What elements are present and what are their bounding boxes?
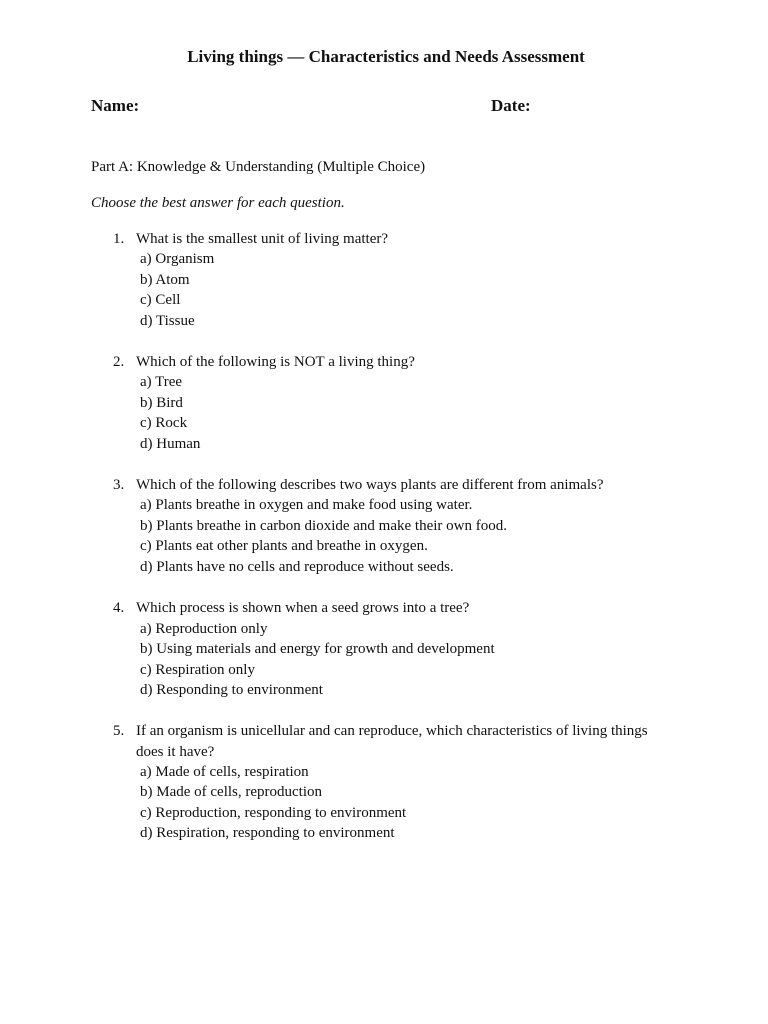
answer-option[interactable]: a) Organism: [140, 251, 215, 267]
question-number: 1.: [113, 231, 125, 247]
answer-option[interactable]: c) Plants eat other plants and breathe in oxygen.: [140, 538, 428, 554]
answer-option[interactable]: a) Tree: [140, 374, 183, 390]
answer-option[interactable]: b) Plants breathe in carbon dioxide and make their own food.: [140, 518, 507, 534]
answer-option[interactable]: a) Made of cells, respiration: [140, 764, 309, 780]
answer-option[interactable]: c) Rock: [140, 415, 188, 431]
question-text: Which process is shown when a seed grows into a tree?: [136, 600, 470, 616]
answer-option[interactable]: c) Respiration only: [140, 662, 255, 678]
question-text: If an organism is unicellular and can reproduce, which characteristics of living things does it have?: [136, 723, 648, 760]
question-number: 5.: [113, 723, 125, 739]
question-number: 2.: [113, 354, 125, 370]
question-number: 3.: [113, 477, 125, 493]
answer-option[interactable]: b) Using materials and energy for growth and development: [140, 641, 495, 657]
name-label: Name:: [91, 96, 140, 115]
answer-option[interactable]: b) Made of cells, reproduction: [140, 784, 323, 800]
answer-option[interactable]: a) Reproduction only: [140, 621, 268, 637]
question-number: 4.: [113, 600, 125, 616]
answer-option[interactable]: d) Human: [140, 436, 201, 452]
part-a-instructions: Choose the best answer for each question.: [91, 195, 345, 211]
date-label: Date:: [491, 96, 531, 115]
answer-option[interactable]: d) Responding to environment: [140, 682, 323, 698]
answer-option[interactable]: c) Reproduction, responding to environment: [140, 805, 407, 821]
answer-option[interactable]: d) Respiration, responding to environment: [140, 825, 395, 841]
answer-option[interactable]: a) Plants breathe in oxygen and make food using water.: [140, 497, 473, 513]
question-text: Which of the following describes two ways plants are different from animals?: [136, 477, 604, 493]
answer-option[interactable]: d) Plants have no cells and reproduce without seeds.: [140, 559, 454, 575]
answer-option[interactable]: d) Tissue: [140, 313, 195, 329]
question-text: What is the smallest unit of living matter?: [136, 231, 389, 247]
question-text: Which of the following is NOT a living thing?: [136, 354, 415, 370]
answer-option[interactable]: b) Atom: [140, 272, 190, 288]
part-a-heading: Part A: Knowledge & Understanding (Multiple Choice): [91, 159, 426, 175]
page-title: Living things — Characteristics and Needs Assessment: [187, 47, 585, 66]
answer-option[interactable]: b) Bird: [140, 395, 183, 411]
answer-option[interactable]: c) Cell: [140, 292, 181, 308]
